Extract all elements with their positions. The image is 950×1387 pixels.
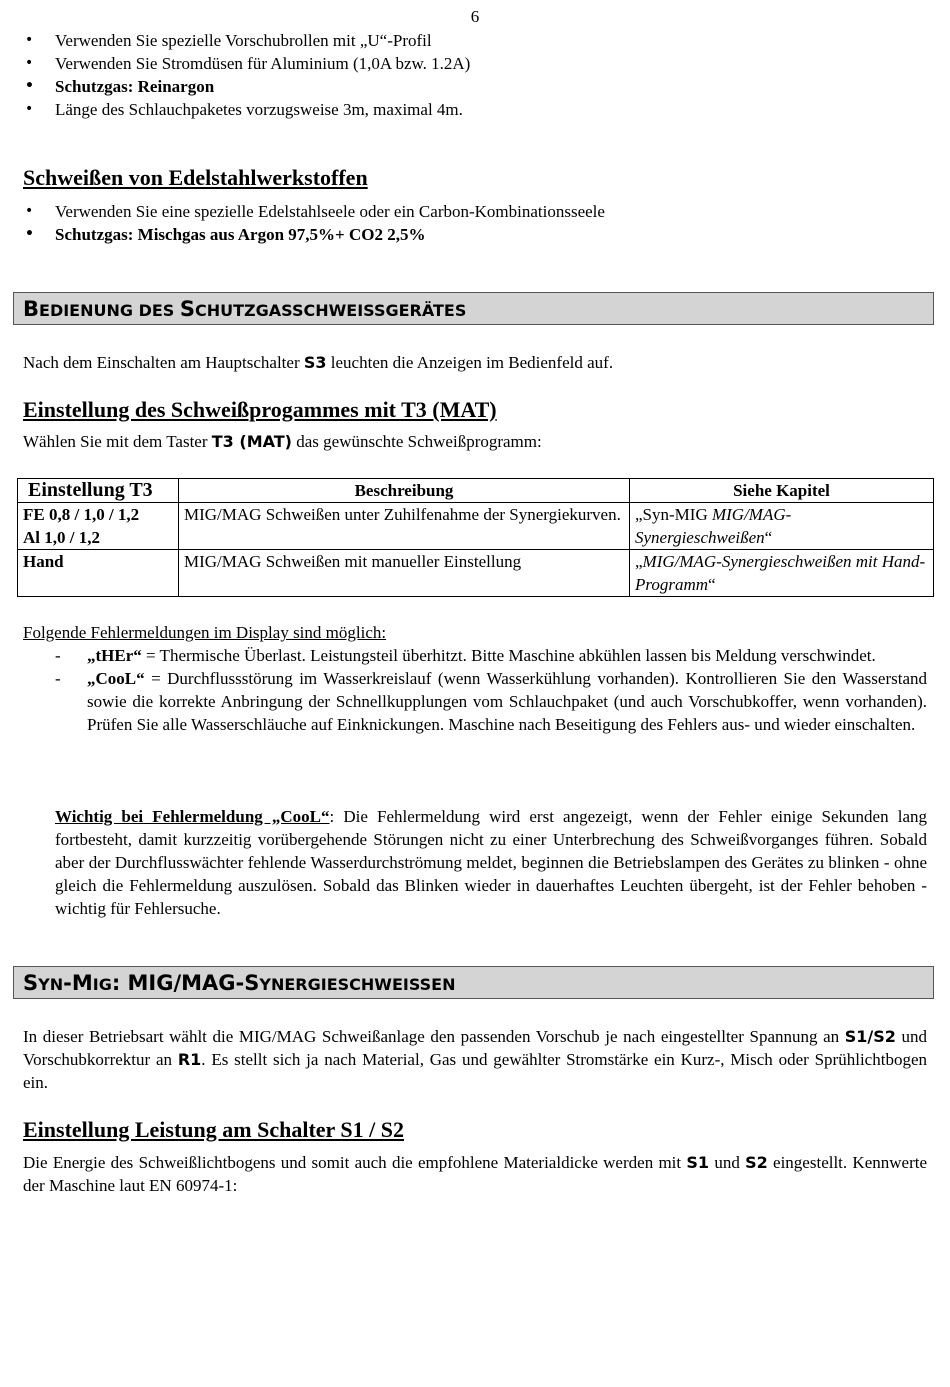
- title-initial: S: [23, 971, 39, 995]
- text: “: [708, 575, 716, 594]
- text: = Thermische Überlast. Leistungsteil überhitzt. Bitte Maschine abkühlen lassen bis Meldung verschwindet.: [141, 646, 876, 665]
- aluminium-bullet-list: [23, 29, 470, 121]
- list-item: • Schutzgas: Reinargon: [23, 75, 470, 98]
- table-header-cell: Beschreibung: [179, 479, 630, 503]
- button-code: T3 (MAT): [211, 432, 292, 451]
- text: Nach dem Einschalten am Hauptschalter: [23, 353, 304, 372]
- program-heading: Einstellung des Schweißprogammes mit T3 (MAT): [23, 397, 497, 422]
- title-initial: -M: [63, 971, 93, 995]
- text: : Die Fehlermeldung wird erst angezeigt, wenn der Fehler einige Sekunden lang fortbesteht, damit kurzzeitig vorübergehende Störungen nicht zu einer Unterbrechung des Schweißvorganges führen. Sobald aber der Durchflusswächter fehlende Wasserdurchströmung meldet, beginnen die Betriebslampen des Gerätes zu blinken - ohne gleich die Fehlermeldung auszulösen. Sobald das Blinken wieder in dauerhaftes Leuchten übergeht, ist der Fehler behoben - wichtig für Fehlersuche.: [55, 807, 927, 918]
- text: FE 0,8 / 1,0 / 1,2: [23, 505, 140, 524]
- text: Die Energie des Schweißlichtbogens und somit auch die empfohlene Materialdicke werden mit: [23, 1153, 687, 1172]
- text: In dieser Betriebsart wählt die MIG/MAG Schweißanlage den passenden Vorschub je nach eingestellter Spannung an: [23, 1027, 845, 1046]
- text: Wählen Sie mit dem Taster: [23, 432, 212, 451]
- table-cell-description: MIG/MAG Schweißen mit manueller Einstellung: [179, 550, 630, 597]
- list-item: • Schutzgas: Mischgas aus Argon 97,5%+ CO2 2,5%: [23, 223, 605, 246]
- text: und: [709, 1153, 746, 1172]
- title-part: : MIG/MAG-S: [111, 971, 260, 995]
- switch-code: S1: [686, 1153, 710, 1172]
- title-initial: B: [23, 297, 40, 321]
- title-part: IG: [92, 975, 112, 994]
- page-number: 6: [470, 7, 480, 26]
- table-cell-chapter: [630, 503, 934, 550]
- stainless-heading: Schweißen von Edelstahlwerkstoffen: [23, 165, 368, 190]
- title-part: EDIENUNG DES: [39, 301, 180, 320]
- list-item: • Länge des Schlauchpaketes vorzugsweise 3m, maximal 4m.: [23, 98, 470, 121]
- table-header-row: [18, 479, 934, 503]
- error-code: „CooL“: [87, 669, 145, 688]
- text: . Es stellt sich ja nach Material, Gas und gewählter Stromstärke ein Kurz-, Misch oder Sprühlichtbogen ein.: [23, 1050, 927, 1092]
- synergic-intro: [23, 1025, 927, 1094]
- stainless-bullet-list: [23, 200, 605, 246]
- table-header-cell: Siehe Kapitel: [630, 479, 934, 503]
- text: Al 1,0 / 1,2: [23, 528, 100, 547]
- switch-code: S2: [745, 1153, 768, 1172]
- note-label: Wichtig bei Fehlermeldung „CooL“: [55, 807, 330, 826]
- power-heading: Einstellung Leistung am Schalter S1 / S2: [23, 1117, 404, 1142]
- text: = Durchflussstörung im Wasserkreislauf (wenn Wasserkühlung vorhanden). Kontrollieren Sie den Wasserstand sowie die korrekte Anbringung der Schnellkupplungen vom Schlauchpaket (und auch Vorschubkoffer, wenn vorhanden). Prüfen Sie alle Wasserschläuche auf Einknickungen. Maschine nach Beseitigung des Fehlers aus- und wieder einschalten.: [87, 669, 927, 734]
- text: „: [635, 552, 643, 571]
- table-cell-setting: [18, 503, 179, 550]
- switch-code: S1/S2: [844, 1027, 896, 1046]
- table-cell-description: MIG/MAG Schweißen unter Zuhilfenahme der Synergiekurven.: [179, 503, 630, 550]
- program-intro: [23, 430, 927, 453]
- knob-code: R1: [177, 1050, 202, 1069]
- list-item: [55, 667, 927, 736]
- title-part: YNERGIESCHWEISSEN: [259, 975, 456, 994]
- table-header-cell: Einstellung T3: [18, 479, 179, 503]
- title-part: CHUTZGASSCHWEISSGERÄTES: [195, 301, 467, 320]
- text: „Syn-MIG: [635, 505, 712, 524]
- table-cell-chapter: [630, 550, 934, 597]
- list-item: • Verwenden Sie spezielle Vorschubrollen mit „U“-Profil: [23, 29, 470, 52]
- text: das gewünschte Schweißprogramm:: [291, 432, 542, 451]
- error-code: „tHEr“: [87, 646, 142, 665]
- text: eingestellt. Kennwerte der Maschine laut EN 60974-1:: [23, 1153, 927, 1195]
- table-row: [18, 550, 934, 597]
- text: “: [764, 528, 773, 547]
- operation-intro: [23, 351, 927, 374]
- list-item: • Verwenden Sie Stromdüsen für Aluminium (1,0A bzw. 1.2A): [23, 52, 470, 75]
- title-part: YN: [38, 975, 64, 994]
- table-cell-setting: Hand: [18, 550, 179, 597]
- list-item: [55, 644, 927, 667]
- chapter-reference: MIG/MAG-Synergieschweißen mit Hand-Programm: [635, 552, 926, 594]
- program-table: [17, 478, 934, 597]
- error-list: [55, 644, 927, 736]
- title-initial: S: [179, 297, 196, 321]
- section-title-bar-operation: [13, 292, 934, 325]
- section-title-bar-synergic: [13, 966, 934, 999]
- cool-note: [55, 805, 927, 920]
- table-row: [18, 503, 934, 550]
- chapter-reference: MIG/MAG-Synergieschweißen: [635, 505, 792, 547]
- text: und Vorschubkorrektur an: [23, 1027, 928, 1069]
- power-intro: [23, 1151, 927, 1197]
- error-messages-heading: Folgende Fehlermeldungen im Display sind möglich:: [23, 623, 387, 642]
- switch-code: S3: [303, 353, 327, 372]
- list-item: • Verwenden Sie eine spezielle Edelstahlseele oder ein Carbon-Kombinationsseele: [23, 200, 605, 223]
- text: leuchten die Anzeigen im Bedienfeld auf.: [326, 353, 614, 372]
